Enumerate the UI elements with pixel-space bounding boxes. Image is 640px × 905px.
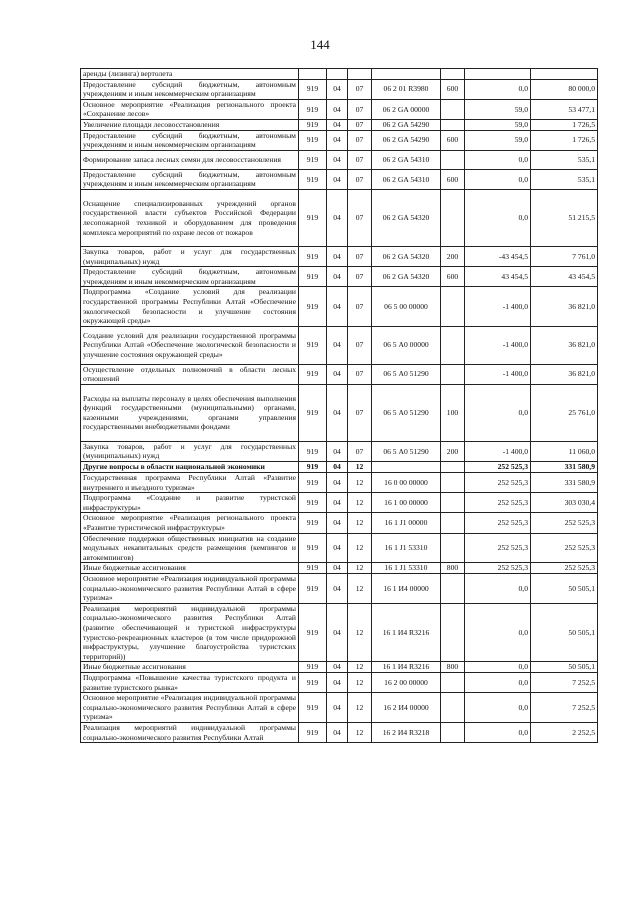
row-section: 04 bbox=[327, 169, 348, 189]
row-expense-type: 800 bbox=[441, 563, 465, 574]
row-section: 04 bbox=[327, 130, 348, 150]
row-section: 04 bbox=[327, 267, 348, 287]
row-grbs: 919 bbox=[299, 267, 327, 287]
row-sum: 252 525,3 bbox=[531, 533, 598, 563]
row-expense-type bbox=[441, 574, 465, 604]
row-expense-type: 600 bbox=[441, 130, 465, 150]
row-subsection: 07 bbox=[348, 267, 372, 287]
page-number: 144 bbox=[310, 37, 330, 52]
row-section bbox=[327, 69, 348, 80]
row-grbs: 919 bbox=[299, 574, 327, 604]
row-section: 04 bbox=[327, 603, 348, 662]
row-target-article: 16 1 00 00000 bbox=[372, 493, 441, 513]
row-subsection: 07 bbox=[348, 130, 372, 150]
table-row bbox=[81, 69, 598, 80]
row-name: Предоставление субсидий бюджетным, автономным учреждениям и иным некоммерческим организациям bbox=[81, 130, 299, 150]
row-section: 04 bbox=[327, 384, 348, 441]
row-target-article: 06 2 GA 54320 bbox=[372, 246, 441, 266]
row-sum: 53 477,1 bbox=[531, 99, 598, 119]
row-grbs: 919 bbox=[299, 441, 327, 461]
table-row bbox=[81, 693, 598, 723]
row-expense-type bbox=[441, 513, 465, 533]
row-section: 04 bbox=[327, 722, 348, 742]
row-target-article: 16 2 00 00000 bbox=[372, 672, 441, 692]
row-name: Создание условий для реализации государственной программы Республики Алтай «Обеспечение экологической безопасности и улучшение состояния окружающей среды» bbox=[81, 326, 299, 364]
row-target-article: 16 0 00 00000 bbox=[372, 473, 441, 493]
row-change: 0,0 bbox=[465, 603, 531, 662]
row-target-article: 06 5 А0 00000 bbox=[372, 326, 441, 364]
table-row bbox=[81, 384, 598, 441]
row-section: 04 bbox=[327, 563, 348, 574]
row-sum: 36 821,0 bbox=[531, 287, 598, 326]
row-name: Иные бюджетные ассигнования bbox=[81, 662, 299, 673]
row-name: Предоставление субсидий бюджетным, автономным учреждениям и иным некоммерческим организациям bbox=[81, 79, 299, 99]
row-sum: 50 505,1 bbox=[531, 662, 598, 673]
table-row bbox=[81, 150, 598, 169]
row-change: 0,0 bbox=[465, 574, 531, 604]
table-row bbox=[81, 169, 598, 189]
row-subsection: 07 bbox=[348, 364, 372, 384]
row-sum: 2 252,5 bbox=[531, 722, 598, 742]
row-name: Государственная программа Республики Алтай «Развитие внутреннего и въездного туризма» bbox=[81, 473, 299, 493]
row-sum: 1 726,5 bbox=[531, 130, 598, 150]
row-name: Иные бюджетные ассигнования bbox=[81, 563, 299, 574]
row-subsection: 12 bbox=[348, 513, 372, 533]
row-expense-type bbox=[441, 69, 465, 80]
row-grbs bbox=[299, 69, 327, 80]
table-row bbox=[81, 493, 598, 513]
row-section: 04 bbox=[327, 462, 348, 473]
row-target-article: 16 1 И4 00000 bbox=[372, 574, 441, 604]
row-subsection: 12 bbox=[348, 672, 372, 692]
row-subsection: 12 bbox=[348, 603, 372, 662]
row-section: 04 bbox=[327, 493, 348, 513]
row-change: 0,0 bbox=[465, 722, 531, 742]
row-subsection: 12 bbox=[348, 662, 372, 673]
row-change: 0,0 bbox=[465, 662, 531, 673]
row-sum: 11 060,0 bbox=[531, 441, 598, 461]
row-subsection: 12 bbox=[348, 473, 372, 493]
table-row bbox=[81, 563, 598, 574]
row-grbs: 919 bbox=[299, 533, 327, 563]
row-grbs: 919 bbox=[299, 150, 327, 169]
row-expense-type bbox=[441, 287, 465, 326]
row-section: 04 bbox=[327, 189, 348, 246]
row-grbs: 919 bbox=[299, 79, 327, 99]
row-grbs: 919 bbox=[299, 693, 327, 723]
row-sum: 7 761,0 bbox=[531, 246, 598, 266]
row-expense-type bbox=[441, 603, 465, 662]
row-target-article: 16 1 J1 00000 bbox=[372, 513, 441, 533]
row-change: 0,0 bbox=[465, 672, 531, 692]
row-subsection: 07 bbox=[348, 287, 372, 326]
row-change: -1 400,0 bbox=[465, 326, 531, 364]
row-target-article: 06 2 GA 54320 bbox=[372, 189, 441, 246]
row-change: 0,0 bbox=[465, 150, 531, 169]
table-row bbox=[81, 574, 598, 604]
row-target-article: 16 1 J1 53310 bbox=[372, 563, 441, 574]
row-expense-type bbox=[441, 150, 465, 169]
row-subsection: 07 bbox=[348, 326, 372, 364]
row-name: Закупка товаров, работ и услуг для государственных (муниципальных) нужд bbox=[81, 246, 299, 266]
row-section: 04 bbox=[327, 473, 348, 493]
row-sum: 7 252,5 bbox=[531, 672, 598, 692]
row-subsection: 12 bbox=[348, 693, 372, 723]
table-row bbox=[81, 326, 598, 364]
row-name: Формирование запаса лесных семян для лесовосстановления bbox=[81, 150, 299, 169]
row-expense-type bbox=[441, 119, 465, 130]
row-sum: 252 525,3 bbox=[531, 563, 598, 574]
row-section: 04 bbox=[327, 150, 348, 169]
row-change bbox=[465, 69, 531, 80]
table-row bbox=[81, 119, 598, 130]
table-row bbox=[81, 662, 598, 673]
row-grbs: 919 bbox=[299, 473, 327, 493]
row-expense-type: 600 bbox=[441, 79, 465, 99]
row-expense-type bbox=[441, 189, 465, 246]
row-change: 59,0 bbox=[465, 130, 531, 150]
row-change: 252 525,3 bbox=[465, 473, 531, 493]
row-target-article: 06 2 GA 54290 bbox=[372, 119, 441, 130]
budget-table bbox=[80, 68, 598, 743]
row-name: Основное мероприятие «Реализация регионального проекта «Развитие туристической инфраструктуры» bbox=[81, 513, 299, 533]
row-name: Предоставление субсидий бюджетным, автономным учреждениям и иным некоммерческим организациям bbox=[81, 169, 299, 189]
row-sum: 7 252,5 bbox=[531, 693, 598, 723]
row-target-article: 06 2 GA 00000 bbox=[372, 99, 441, 119]
row-grbs: 919 bbox=[299, 462, 327, 473]
table-row bbox=[81, 79, 598, 99]
row-grbs: 919 bbox=[299, 119, 327, 130]
row-name: аренды (лизинга) вертолета bbox=[81, 69, 299, 80]
row-section: 04 bbox=[327, 672, 348, 692]
row-change: 0,0 bbox=[465, 693, 531, 723]
row-section: 04 bbox=[327, 441, 348, 461]
table-row bbox=[81, 246, 598, 266]
row-name: Увеличение площади лесовосстановления bbox=[81, 119, 299, 130]
row-name: Расходы на выплаты персоналу в целях обеспечения выполнения функций государственными (муниципальными) органами, казенными учреждениями, органами управления государственными внебюджетными фондами bbox=[81, 384, 299, 441]
row-subsection: 07 bbox=[348, 119, 372, 130]
row-subsection: 07 bbox=[348, 189, 372, 246]
table-row bbox=[81, 462, 598, 473]
row-grbs: 919 bbox=[299, 99, 327, 119]
row-expense-type bbox=[441, 462, 465, 473]
row-grbs: 919 bbox=[299, 672, 327, 692]
row-expense-type bbox=[441, 533, 465, 563]
table-row bbox=[81, 189, 598, 246]
row-expense-type bbox=[441, 473, 465, 493]
row-target-article: 06 2 GA 54310 bbox=[372, 150, 441, 169]
row-subsection: 07 bbox=[348, 150, 372, 169]
row-sum: 50 505,1 bbox=[531, 603, 598, 662]
row-name: Подпрограмма «Создание условий для реализации государственной программы Республики Алтай «Обеспечение экологической безопасности и улучшение состояния окружающей среды» bbox=[81, 287, 299, 326]
row-name: Основное мероприятие «Реализация регионального проекта «Сохранение лесов» bbox=[81, 99, 299, 119]
row-subsection: 12 bbox=[348, 462, 372, 473]
row-expense-type: 100 bbox=[441, 384, 465, 441]
row-section: 04 bbox=[327, 533, 348, 563]
row-target-article: 06 2 GA 54320 bbox=[372, 267, 441, 287]
row-expense-type: 600 bbox=[441, 169, 465, 189]
row-grbs: 919 bbox=[299, 513, 327, 533]
row-change: 252 525,3 bbox=[465, 462, 531, 473]
row-sum: 331 580,9 bbox=[531, 473, 598, 493]
table-row bbox=[81, 603, 598, 662]
row-section: 04 bbox=[327, 574, 348, 604]
row-subsection: 12 bbox=[348, 563, 372, 574]
row-change: -1 400,0 bbox=[465, 441, 531, 461]
row-target-article: 06 2 GA 54290 bbox=[372, 130, 441, 150]
row-target-article: 16 1 И4 R3216 bbox=[372, 662, 441, 673]
row-change: -43 454,5 bbox=[465, 246, 531, 266]
row-expense-type bbox=[441, 493, 465, 513]
row-expense-type bbox=[441, 672, 465, 692]
row-expense-type bbox=[441, 326, 465, 364]
row-sum: 51 215,5 bbox=[531, 189, 598, 246]
row-grbs: 919 bbox=[299, 563, 327, 574]
row-target-article: 06 2 GA 54310 bbox=[372, 169, 441, 189]
row-expense-type: 200 bbox=[441, 441, 465, 461]
row-target-article: 06 2 01 R3980 bbox=[372, 79, 441, 99]
row-sum: 535,1 bbox=[531, 169, 598, 189]
row-section: 04 bbox=[327, 513, 348, 533]
table-row bbox=[81, 473, 598, 493]
row-subsection: 07 bbox=[348, 246, 372, 266]
table-row bbox=[81, 722, 598, 742]
row-grbs: 919 bbox=[299, 722, 327, 742]
table-row bbox=[81, 99, 598, 119]
row-name: Обеспечение поддержки общественных инициатив на создание модульных некапитальных средств размещения (кемпингов и автокемпингов) bbox=[81, 533, 299, 563]
row-change: 0,0 bbox=[465, 384, 531, 441]
row-target-article: 16 2 И4 R3218 bbox=[372, 722, 441, 742]
row-name: Закупка товаров, работ и услуг для государственных (муниципальных) нужд bbox=[81, 441, 299, 461]
row-change: -1 400,0 bbox=[465, 287, 531, 326]
row-name: Основное мероприятие «Реализация индивидуальной программы социально-экономического развития Республики Алтай в сфере туризма» bbox=[81, 693, 299, 723]
row-change: 0,0 bbox=[465, 79, 531, 99]
row-sum: 50 505,1 bbox=[531, 574, 598, 604]
row-grbs: 919 bbox=[299, 493, 327, 513]
table-row bbox=[81, 672, 598, 692]
row-name: Другие вопросы в области национальной экономики bbox=[81, 462, 299, 473]
row-change: 252 525,3 bbox=[465, 513, 531, 533]
row-change: 252 525,3 bbox=[465, 563, 531, 574]
row-sum: 535,1 bbox=[531, 150, 598, 169]
table-row bbox=[81, 441, 598, 461]
table-row bbox=[81, 364, 598, 384]
row-name: Предоставление субсидий бюджетным, автономным учреждениям и иным некоммерческим организациям bbox=[81, 267, 299, 287]
row-target-article: 06 5 А0 51290 bbox=[372, 364, 441, 384]
row-sum: 36 821,0 bbox=[531, 364, 598, 384]
row-target-article: 16 1 J1 53310 bbox=[372, 533, 441, 563]
row-change: 252 525,3 bbox=[465, 493, 531, 513]
row-subsection: 07 bbox=[348, 441, 372, 461]
row-change: 0,0 bbox=[465, 189, 531, 246]
row-section: 04 bbox=[327, 99, 348, 119]
row-subsection: 12 bbox=[348, 493, 372, 513]
row-name: Реализация мероприятий индивидуальной программы социально-экономического развития Республики Алтай bbox=[81, 722, 299, 742]
row-name: Подпрограмма «Повышение качества туристского продукта и развитие туристского рынка» bbox=[81, 672, 299, 692]
row-target-article: 16 1 И4 R3216 bbox=[372, 603, 441, 662]
row-grbs: 919 bbox=[299, 189, 327, 246]
table-row bbox=[81, 513, 598, 533]
row-sum: 1 726,5 bbox=[531, 119, 598, 130]
row-section: 04 bbox=[327, 246, 348, 266]
row-change: 59,0 bbox=[465, 99, 531, 119]
row-section: 04 bbox=[327, 326, 348, 364]
table-row bbox=[81, 267, 598, 287]
table-row bbox=[81, 533, 598, 563]
row-subsection: 12 bbox=[348, 574, 372, 604]
row-expense-type: 600 bbox=[441, 267, 465, 287]
row-sum: 25 761,0 bbox=[531, 384, 598, 441]
row-sum: 252 525,3 bbox=[531, 513, 598, 533]
row-section: 04 bbox=[327, 79, 348, 99]
row-sum: 80 000,0 bbox=[531, 79, 598, 99]
row-section: 04 bbox=[327, 119, 348, 130]
row-sum: 43 454,5 bbox=[531, 267, 598, 287]
row-sum: 331 580,9 bbox=[531, 462, 598, 473]
row-expense-type: 200 bbox=[441, 246, 465, 266]
row-sum: 303 030,4 bbox=[531, 493, 598, 513]
row-grbs: 919 bbox=[299, 364, 327, 384]
row-section: 04 bbox=[327, 693, 348, 723]
row-name: Реализация мероприятий индивидуальной программы социально-экономического развития Республики Алтай (развитие обеспечивающей и туристской инфраструктуры туристско-рекреационных кластеров (в том числе придорожной инфраструктуры, улучшение благоустройства туристских территорий)) bbox=[81, 603, 299, 662]
row-expense-type bbox=[441, 364, 465, 384]
row-expense-type: 800 bbox=[441, 662, 465, 673]
row-change: 0,0 bbox=[465, 169, 531, 189]
row-subsection: 07 bbox=[348, 99, 372, 119]
row-name: Оснащение специализированных учреждений органов государственной власти субъектов Российской Федерации лесопожарной техникой и оборудованием для проведения комплекса мероприятий по охране лесов от пожаров bbox=[81, 189, 299, 246]
table-row bbox=[81, 287, 598, 326]
row-name: Осуществление отдельных полномочий в области лесных отношений bbox=[81, 364, 299, 384]
row-sum bbox=[531, 69, 598, 80]
row-grbs: 919 bbox=[299, 384, 327, 441]
row-target-article: 06 5 00 00000 bbox=[372, 287, 441, 326]
row-target-article bbox=[372, 462, 441, 473]
row-grbs: 919 bbox=[299, 603, 327, 662]
row-change: 59,0 bbox=[465, 119, 531, 130]
row-target-article: 16 2 И4 00000 bbox=[372, 693, 441, 723]
row-grbs: 919 bbox=[299, 662, 327, 673]
row-change: 43 454,5 bbox=[465, 267, 531, 287]
row-sum: 36 821,0 bbox=[531, 326, 598, 364]
row-subsection: 07 bbox=[348, 79, 372, 99]
row-expense-type bbox=[441, 722, 465, 742]
row-grbs: 919 bbox=[299, 287, 327, 326]
row-grbs: 919 bbox=[299, 130, 327, 150]
row-expense-type bbox=[441, 99, 465, 119]
row-name: Основное мероприятие «Реализация индивидуальной программы социально-экономического развития Республики Алтай в сфере туризма» bbox=[81, 574, 299, 604]
row-target-article: 06 5 А0 51290 bbox=[372, 441, 441, 461]
row-subsection bbox=[348, 69, 372, 80]
row-target-article: 06 5 А0 51290 bbox=[372, 384, 441, 441]
row-grbs: 919 bbox=[299, 326, 327, 364]
row-grbs: 919 bbox=[299, 246, 327, 266]
row-grbs: 919 bbox=[299, 169, 327, 189]
row-name: Подпрограмма «Создание и развитие туристской инфраструктуры» bbox=[81, 493, 299, 513]
row-section: 04 bbox=[327, 662, 348, 673]
row-change: -1 400,0 bbox=[465, 364, 531, 384]
row-subsection: 12 bbox=[348, 722, 372, 742]
row-section: 04 bbox=[327, 364, 348, 384]
row-change: 252 525,3 bbox=[465, 533, 531, 563]
row-target-article bbox=[372, 69, 441, 80]
row-subsection: 07 bbox=[348, 384, 372, 441]
budget-table-body bbox=[81, 69, 598, 743]
table-row bbox=[81, 130, 598, 150]
row-section: 04 bbox=[327, 287, 348, 326]
row-subsection: 12 bbox=[348, 533, 372, 563]
row-expense-type bbox=[441, 693, 465, 723]
row-subsection: 07 bbox=[348, 169, 372, 189]
